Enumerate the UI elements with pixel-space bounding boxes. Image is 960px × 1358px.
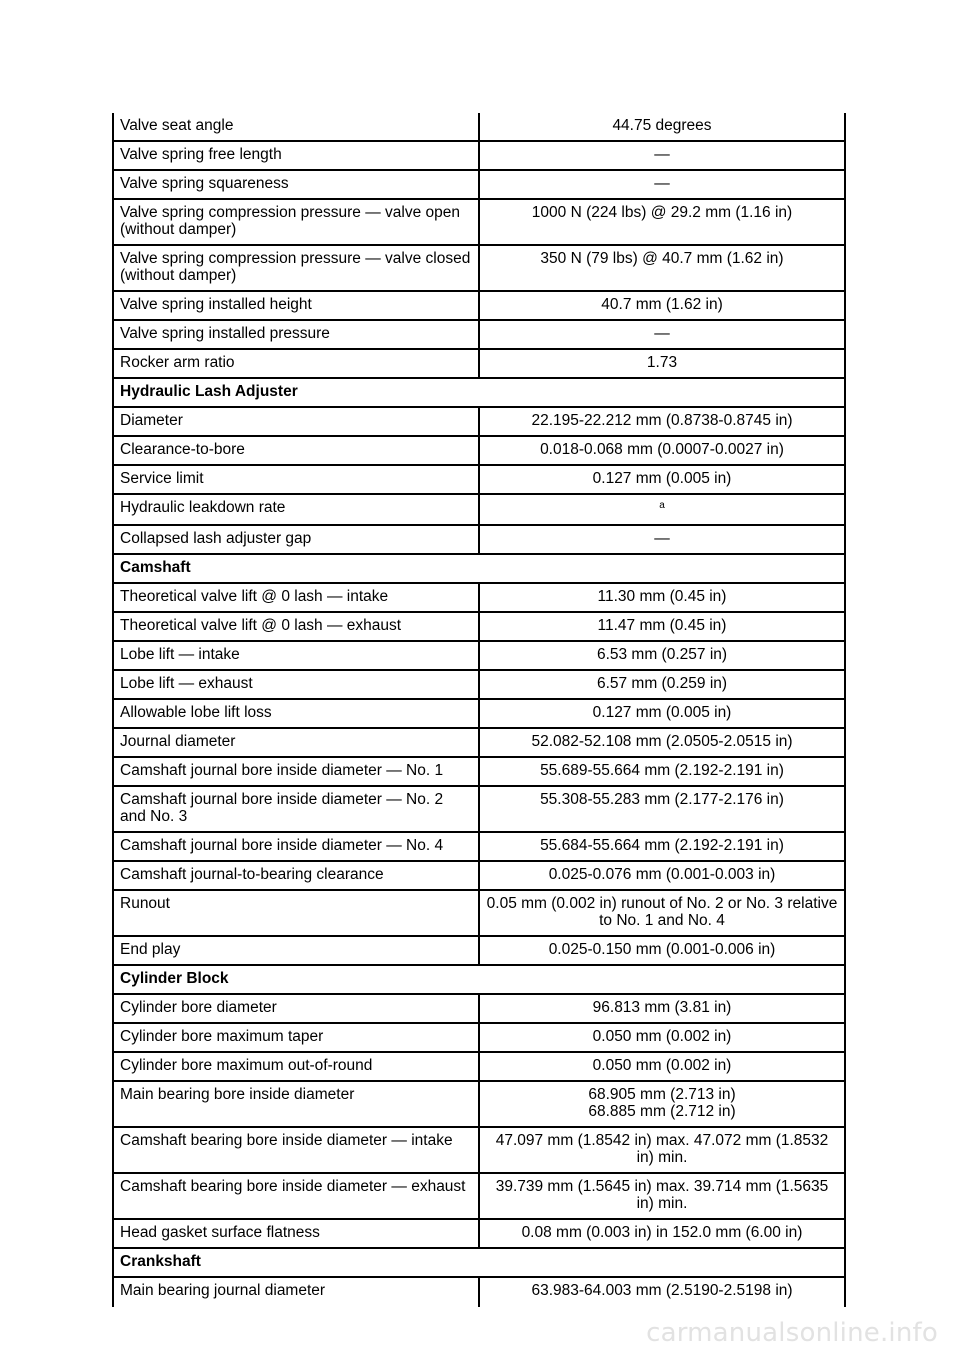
spec-row [113, 936, 845, 965]
spec-label: Lobe lift — intake [113, 641, 479, 670]
spec-value: — [479, 170, 845, 199]
spec-label: Theoretical valve lift @ 0 lash — intake [113, 583, 479, 612]
spec-value: 40.7 mm (1.62 in) [479, 291, 845, 320]
section-header-row [113, 378, 845, 407]
watermark: carmanualsonline.info [646, 1318, 938, 1348]
spec-value: 52.082-52.108 mm (2.0505-2.0515 in) [479, 728, 845, 757]
section-title: Cylinder Block [113, 965, 845, 994]
spec-label: Camshaft journal bore inside diameter — No. 4 [113, 832, 479, 861]
spec-row [113, 141, 845, 170]
spec-row [113, 407, 845, 436]
spec-row [113, 1052, 845, 1081]
spec-value: 6.57 mm (0.259 in) [479, 670, 845, 699]
spec-row [113, 890, 845, 936]
specifications-table [112, 113, 846, 1307]
spec-label: End play [113, 936, 479, 965]
spec-row [113, 757, 845, 786]
spec-value [479, 1081, 845, 1127]
spec-value: — [479, 320, 845, 349]
spec-label: Camshaft bearing bore inside diameter — intake [113, 1127, 479, 1173]
section-header-row [113, 965, 845, 994]
spec-row [113, 670, 845, 699]
spec-label: Hydraulic leakdown rate [113, 494, 479, 525]
spec-label: Cylinder bore diameter [113, 994, 479, 1023]
spec-label: Cylinder bore maximum taper [113, 1023, 479, 1052]
spec-label: Camshaft journal bore inside diameter — No. 1 [113, 757, 479, 786]
spec-row [113, 1277, 845, 1307]
spec-row [113, 699, 845, 728]
spec-value: 1.73 [479, 349, 845, 378]
section-header-row [113, 1248, 845, 1277]
spec-value: 0.127 mm (0.005 in) [479, 465, 845, 494]
spec-value: 11.47 mm (0.45 in) [479, 612, 845, 641]
spec-row [113, 612, 845, 641]
spec-label: Journal diameter [113, 728, 479, 757]
spec-label: Service limit [113, 465, 479, 494]
spec-row [113, 436, 845, 465]
spec-label: Collapsed lash adjuster gap [113, 525, 479, 554]
spec-value: 0.08 mm (0.003 in) in 152.0 mm (6.00 in) [479, 1219, 845, 1248]
spec-value-line: 68.885 mm (2.712 in) [588, 1103, 736, 1120]
section-title: Crankshaft [113, 1248, 845, 1277]
spec-value: — [479, 141, 845, 170]
spec-row [113, 728, 845, 757]
spec-value: 47.097 mm (1.8542 in) max. 47.072 mm (1.8532 in) min. [479, 1127, 845, 1173]
spec-label: Clearance-to-bore [113, 436, 479, 465]
footnote-marker: a [659, 500, 665, 511]
spec-label: Head gasket surface flatness [113, 1219, 479, 1248]
spec-label: Camshaft bearing bore inside diameter — exhaust [113, 1173, 479, 1219]
spec-value: 44.75 degrees [479, 113, 845, 141]
spec-value: 55.308-55.283 mm (2.177-2.176 in) [479, 786, 845, 832]
spec-row [113, 861, 845, 890]
spec-row [113, 494, 845, 525]
spec-label: Theoretical valve lift @ 0 lash — exhaust [113, 612, 479, 641]
spec-row [113, 349, 845, 378]
spec-label: Lobe lift — exhaust [113, 670, 479, 699]
spec-label: Valve spring installed pressure [113, 320, 479, 349]
spec-row [113, 320, 845, 349]
spec-label: Allowable lobe lift loss [113, 699, 479, 728]
spec-row [113, 994, 845, 1023]
spec-row [113, 786, 845, 832]
spec-row [113, 583, 845, 612]
spec-label: Valve spring compression pressure — valve open (without damper) [113, 199, 479, 245]
spec-value: — [479, 525, 845, 554]
spec-value: 0.025-0.150 mm (0.001-0.006 in) [479, 936, 845, 965]
spec-label: Valve spring compression pressure — valve closed (without damper) [113, 245, 479, 291]
spec-value: 0.050 mm (0.002 in) [479, 1023, 845, 1052]
spec-label: Runout [113, 890, 479, 936]
spec-row [113, 113, 845, 141]
spec-value: 22.195-22.212 mm (0.8738-0.8745 in) [479, 407, 845, 436]
spec-value: 11.30 mm (0.45 in) [479, 583, 845, 612]
spec-label: Valve spring free length [113, 141, 479, 170]
spec-row [113, 199, 845, 245]
section-title: Camshaft [113, 554, 845, 583]
spec-value: 0.050 mm (0.002 in) [479, 1052, 845, 1081]
spec-value: 6.53 mm (0.257 in) [479, 641, 845, 670]
spec-label: Camshaft journal-to-bearing clearance [113, 861, 479, 890]
spec-row [113, 525, 845, 554]
spec-label: Main bearing journal diameter [113, 1277, 479, 1307]
section-header-row [113, 554, 845, 583]
spec-label: Cylinder bore maximum out-of-round [113, 1052, 479, 1081]
specifications-table-body [113, 113, 845, 1307]
spec-row [113, 1081, 845, 1127]
spec-value: 0.018-0.068 mm (0.0007-0.0027 in) [479, 436, 845, 465]
spec-value: 0.025-0.076 mm (0.001-0.003 in) [479, 861, 845, 890]
spec-value: 0.127 mm (0.005 in) [479, 699, 845, 728]
spec-value: 55.689-55.664 mm (2.192-2.191 in) [479, 757, 845, 786]
spec-value: 39.739 mm (1.5645 in) max. 39.714 mm (1.5635 in) min. [479, 1173, 845, 1219]
spec-row [113, 1127, 845, 1173]
spec-row [113, 641, 845, 670]
spec-row [113, 1173, 845, 1219]
spec-value: 55.684-55.664 mm (2.192-2.191 in) [479, 832, 845, 861]
section-title: Hydraulic Lash Adjuster [113, 378, 845, 407]
spec-row [113, 291, 845, 320]
spec-label: Valve seat angle [113, 113, 479, 141]
spec-label: Rocker arm ratio [113, 349, 479, 378]
spec-label: Valve spring squareness [113, 170, 479, 199]
spec-row [113, 832, 845, 861]
spec-label: Main bearing bore inside diameter [113, 1081, 479, 1127]
spec-row [113, 170, 845, 199]
spec-row [113, 245, 845, 291]
spec-value: 1000 N (224 lbs) @ 29.2 mm (1.16 in) [479, 199, 845, 245]
spec-row [113, 465, 845, 494]
spec-row [113, 1023, 845, 1052]
spec-value: 350 N (79 lbs) @ 40.7 mm (1.62 in) [479, 245, 845, 291]
spec-value-line: 68.905 mm (2.713 in) [588, 1086, 736, 1103]
spec-value: 96.813 mm (3.81 in) [479, 994, 845, 1023]
spec-value: 0.05 mm (0.002 in) runout of No. 2 or No. 3 relative to No. 1 and No. 4 [479, 890, 845, 936]
spec-row [113, 1219, 845, 1248]
spec-value [479, 494, 845, 525]
spec-label: Camshaft journal bore inside diameter — No. 2 and No. 3 [113, 786, 479, 832]
spec-value: 63.983-64.003 mm (2.5190-2.5198 in) [479, 1277, 845, 1307]
spec-label: Valve spring installed height [113, 291, 479, 320]
spec-label: Diameter [113, 407, 479, 436]
